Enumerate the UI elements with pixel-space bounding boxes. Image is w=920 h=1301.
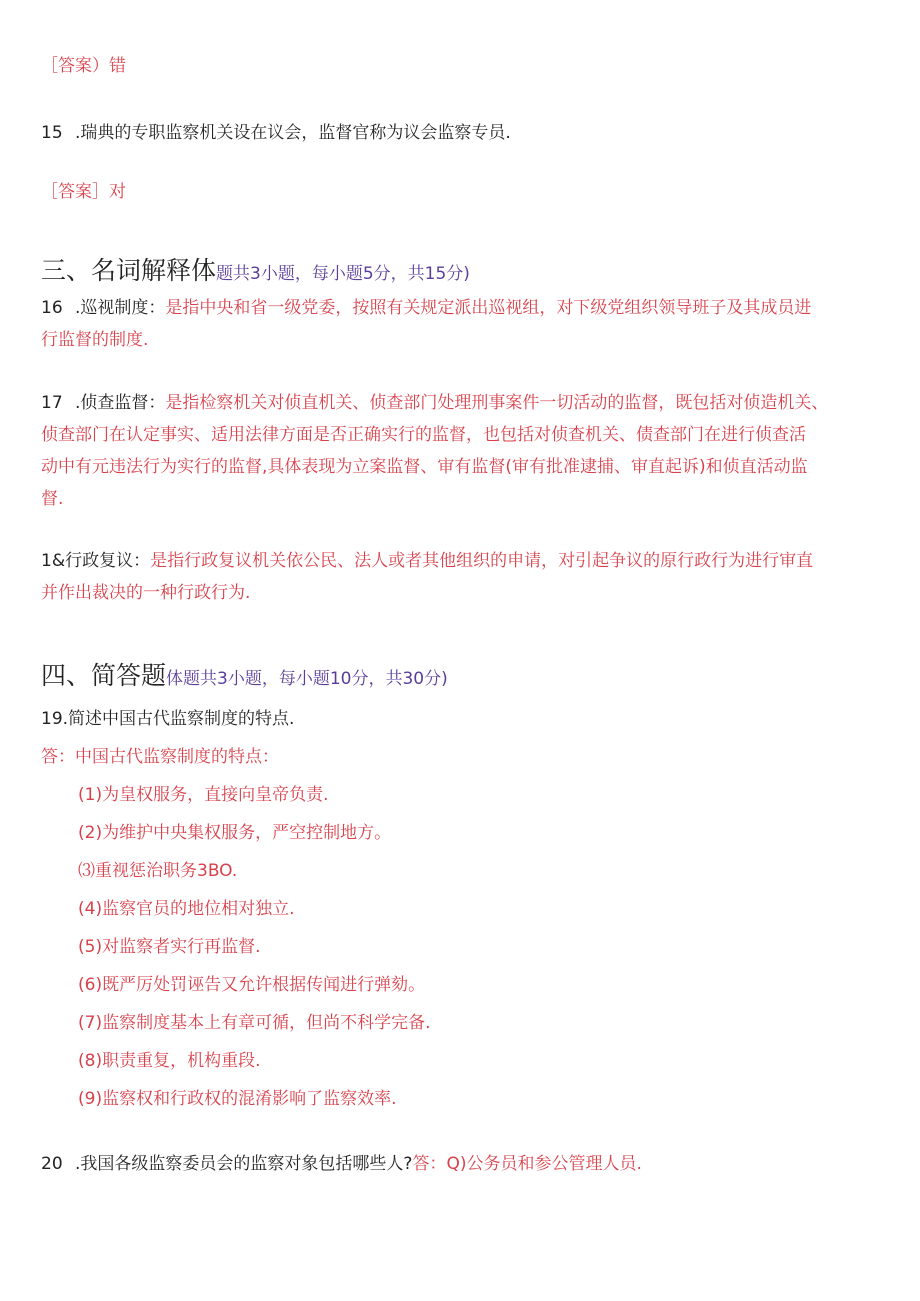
q18-def-line2: 并作出裁决的一种行政行为.: [41, 583, 251, 603]
q18-line1: [41, 549, 813, 573]
q16-def-line1: 是指中央和省一级党委，按照有关规定派出巡视组，对下级党组织领导班子及其成员进: [165, 298, 812, 318]
q20-question: .我国各级监察委员会的监察对象包括哪些人?: [75, 1154, 413, 1174]
q16-def-line2: 行监督的制度.: [41, 330, 149, 350]
q17-def-line4: 督.: [41, 489, 64, 509]
q18-def-line1: 是指行政复议机关依公民、法人或者其他组织的申请，对引起争议的原行政行为进行审直: [150, 551, 814, 571]
q19-point: (8)职责重复，机构重段.: [78, 1051, 261, 1071]
q17-term: .侦查监督：: [75, 393, 166, 413]
section4-heading: [41, 660, 448, 692]
q19-point: ⑶重视惩治职务3BO.: [78, 861, 238, 881]
q17-def-line1: 是指检察机关对侦直机关、侦查部门处理刑事案件一切活动的监督，既包括对侦造机关、: [165, 393, 829, 413]
q20-line: [41, 1152, 642, 1176]
q16-line1: [41, 296, 811, 320]
section3-note: 题共3小题，每小题5分，共15分): [216, 264, 470, 284]
q18-term: 1&行政复议：: [41, 551, 151, 571]
q14-answer: ［答案）错: [41, 56, 126, 76]
q15-number: 15: [41, 123, 63, 143]
q16-number: 16: [41, 298, 63, 318]
section3-title: 三、名词解释体: [41, 256, 217, 285]
q19-answer-intro: 答：中国古代监察制度的特点：: [41, 747, 279, 767]
q19-point: (4)监察官员的地位相对独立.: [78, 899, 295, 919]
q17-number: 17: [41, 393, 63, 413]
q19-point: (9)监察权和行政权的混淆影响了监察效率.: [78, 1089, 397, 1109]
q19-point: (5)对监察者实行再监督.: [78, 937, 261, 957]
q20-answer-prefix: 答：: [412, 1154, 447, 1174]
q15-answer: ［答案］对: [41, 182, 126, 202]
q17-def-line2: 侦查部门在认定事实、适用法律方面是否正确实行的监督，也包括对侦查机关、债查部门在进行侦查活: [41, 425, 806, 445]
q19-point: (6)既严厉处罚诬告又允许根据传闻进行弹劾。: [78, 975, 426, 995]
q17-line1: [41, 391, 828, 415]
q16-term: .巡视制度：: [75, 298, 166, 318]
section4-title: 四、简答题: [41, 661, 167, 690]
q19-point: (2)为维护中央集权服务，严空控制地方。: [78, 823, 392, 843]
q17-def-line3: 动中有元违法行为实行的监督,具体表现为立案监督、审有监督(审有批准逮捕、审直起诉)和侦直活动监: [41, 457, 808, 477]
q15-text: .瑞典的专职监察机关设在议会，监督官称为议会监察专员.: [75, 123, 511, 143]
q15-question: [41, 121, 511, 145]
q20-number: 20: [41, 1154, 63, 1174]
q19-point: (1)为皇权服务，直接向皇帝负责.: [78, 785, 329, 805]
q20-answer-text: Q)公务员和参公管理人员.: [446, 1154, 642, 1174]
q19-question: 19.简述中国古代监察制度的特点.: [41, 709, 295, 729]
section4-note: 体题共3小题，每小题10分，共30分): [166, 669, 448, 689]
section3-heading: [41, 255, 470, 287]
q19-point: (7)监察制度基本上有章可循，但尚不科学完备.: [78, 1013, 431, 1033]
